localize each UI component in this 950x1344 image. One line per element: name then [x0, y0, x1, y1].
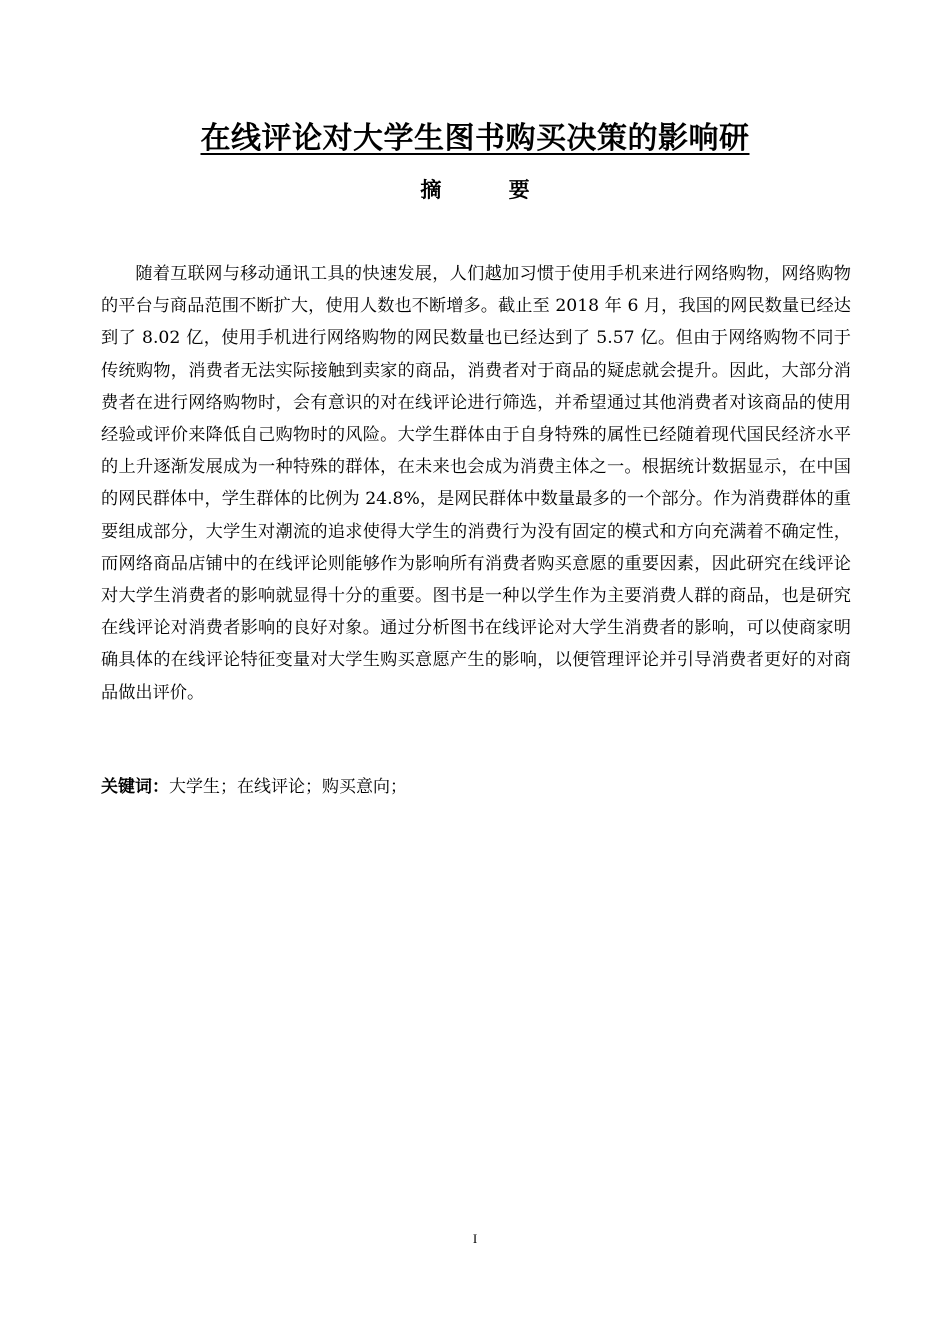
keywords-text: 大学生；在线评论；购买意向； [169, 777, 407, 797]
keywords-line [101, 771, 851, 803]
abstract-heading: 摘 要 [420, 178, 560, 202]
document-title-text: 在线评论对大学生图书购买决策的影响研 [200, 121, 750, 156]
abstract-paragraph: 随着互联网与移动通讯工具的快速发展，人们越加习惯于使用手机来进行网络购物，网络购物的平台与商品范围不断扩大，使用人数也不断增多。截止至 2018 年 6 月，我国的网民数量已经达到了 8.02 亿，使用手机进行网络购物的网民数量也已经达到了 5.57 亿。但由于网络购物不同于传统购物，消费者无法实际接触到卖家的商品，消费者对于商品的疑虑就会提升。因此，大部分消费者在进行网络购物时，会有意识的对在线评论进行筛选，并希望通过其他消费者对该商品的使用经验或评价来降低自己购物时的风险。大学生群体由于自身特殊的属性已经随着现代国民经济水平的上升逐渐发展成为一种特殊的群体，在未来也会成为消费主体之一。根据统计数据显示，在中国的网民群体中，学生群体的比例为 24.8%，是网民群体中数量最多的一个部分。作为消费群体的重要组成部分，大学生对潮流的追求使得大学生的消费行为没有固定的模式和方向充满着不确定性，而网络商品店铺中的在线评论则能够作为影响所有消费者购买意愿的重要因素，因此研究在线评论对大学生消费者的影响就显得十分的重要。图书是一种以学生作为主要消费人群的商品，也是研究在线评论对消费者影响的良好对象。通过分析图书在线评论对大学生消费者的影响，可以使商家明确具体的在线评论特征变量对大学生购买意愿产生的影响，以便管理评论并引导消费者更好的对商品做出评价。 [101, 264, 851, 703]
page-number: I [472, 1231, 478, 1246]
keywords-label: 关键词： [101, 777, 169, 797]
document-title [0, 116, 950, 162]
